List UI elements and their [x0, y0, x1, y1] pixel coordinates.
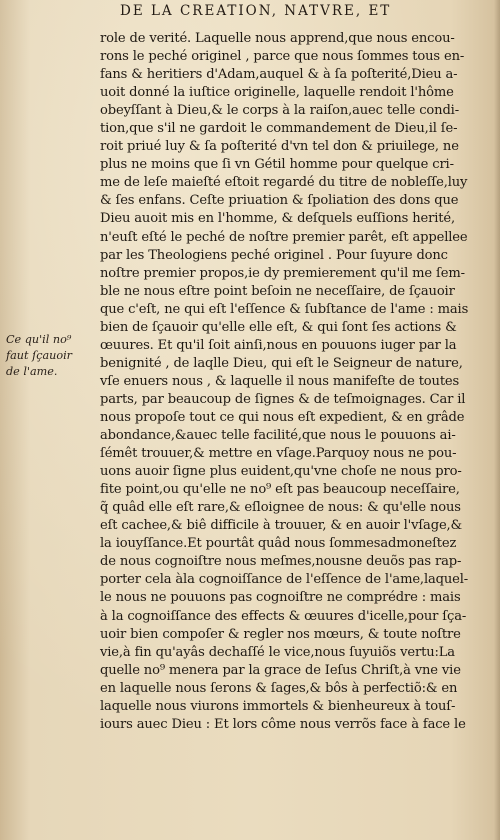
text-line: iours auec Dieu : Et lors côme nous verrõs face à face le	[100, 716, 466, 732]
margin-note-line: de l'ame.	[6, 365, 58, 378]
text-line: en laquelle nous ſerons & ſages,& bôs à perfectiõ:& en	[100, 680, 458, 696]
text-line: uoit donné la iuſtice originelle, laquelle rendoit l'hôme	[100, 85, 454, 101]
text-line: œuures. Et qu'il ſoit ainſi,nous en pouuons iuger par la	[100, 337, 457, 353]
text-line: par les Theologiens peché originel . Pour ſuyure donc	[100, 247, 448, 263]
text-line: q̃ quâd elle eſt rare,& eſloignee de nous: & qu'elle nous	[100, 500, 461, 516]
text-line: que c'eſt, ne qui eſt l'eſſence & ſubſtance de l'ame : mais	[100, 301, 469, 317]
text-line: me de leſe maieſté eſtoit regardé du titre de nobleſſe,luy	[100, 175, 468, 191]
text-line: de nous cognoiſtre nous meſmes,nousne deuõs pas rap-	[100, 554, 462, 570]
text-line: laquelle nous viurons immortels & bienheureux à touſ-	[100, 698, 456, 714]
margin-note-line: Ce qu'il no⁹	[6, 333, 72, 346]
text-line: uons auoir ſigne plus euident,qu'vne choſe ne nous pro-	[100, 464, 462, 480]
text-line: quelle no⁹ menera par la grace de Ieſus Chriſt,à vne vie	[100, 662, 461, 678]
text-line: ſémêt trouuer,& mettre en vſage.Parquoy nous ne pou-	[100, 446, 457, 462]
text-line: parts, par beaucoup de ſignes & de teſmoignages. Car il	[100, 391, 466, 407]
margin-note-line: faut ſçauoir	[6, 349, 73, 362]
text-line: Dieu auoit mis en l'homme, & deſquels euſſions herité,	[100, 211, 455, 227]
text-line: benignité , de laqlle Dieu, qui eſt le Seigneur de nature,	[100, 355, 463, 371]
text-line: fite point,ou qu'elle ne no⁹ eſt pas beaucoup neceſſaire,	[100, 482, 460, 498]
text-line: n'euſt eſté le peché de noſtre premier parêt, eſt appellee	[100, 229, 468, 245]
text-line: tion,que s'il ne gardoit le commandement de Dieu,il ſe-	[100, 121, 458, 137]
text-line: & ſes enfans. Ceſte priuation & ſpoliation des dons que	[100, 193, 459, 209]
text-line: role de verité. Laquelle nous apprend,que nous encou-	[100, 31, 455, 46]
text-line: à la cognoiſſance des effects & œuures d'icelle,pour ſça-	[100, 608, 467, 624]
text-line: fans & heritiers d'Adam,auquel & à ſa poſterité,Dieu a-	[100, 67, 458, 83]
text-line: plus ne moins que ſi vn Gétil homme pour quelque cri-	[100, 157, 454, 173]
text-line: le nous ne pouuons pas cognoiſtre ne comprédre : mais	[100, 590, 461, 606]
text-line: vie,à fin qu'ayâs dechaſſé le vice,nous ſuyuiõs vertu:La	[100, 644, 455, 660]
running-head: DE LA CREATION, NATVRE, ET	[120, 3, 392, 19]
text-line: bien de ſçauoir qu'elle elle eſt, & qui ſont ſes actions &	[100, 319, 457, 335]
text-line: abondance,&auec telle facilité,que nous le pouuons ai-	[100, 428, 456, 444]
text-line: vſe enuers nous , & laquelle il nous manifeſte de toutes	[100, 373, 460, 389]
text-line: eſt cachee,& biê difficile à trouuer, & en auoir l'vſage,&	[100, 518, 463, 534]
text-line: porter cela àla cognoiſſance de l'eſſence de l'ame,laquel-	[100, 572, 469, 588]
margin-note	[6, 332, 98, 380]
text-line: ble ne nous eſtre point beſoin ne neceſſaire, de ſçauoir	[100, 283, 455, 299]
text-line: noſtre premier propos,ie dy premierement qu'il me ſem-	[100, 265, 465, 281]
body-text	[100, 30, 469, 734]
text-line: obeyſſant à Dieu,& le corps à la raiſon,auec telle condi-	[100, 103, 459, 119]
text-line: roit priué luy & ſa poſterité d'vn tel don & priuilege, ne	[100, 139, 459, 155]
text-line: uoir bien compoſer & regler nos mœurs, & toute noſtre	[100, 626, 461, 642]
text-line: nous propoſe tout ce qui nous eſt expedient, & en grâde	[100, 409, 465, 425]
page-edge-shadow	[494, 0, 500, 840]
text-line: rons le peché originel , parce que nous ſommes tous en-	[100, 49, 465, 65]
text-line: la iouyſſance.Et pourtât quâd nous ſommesadmoneſtez	[100, 536, 457, 552]
